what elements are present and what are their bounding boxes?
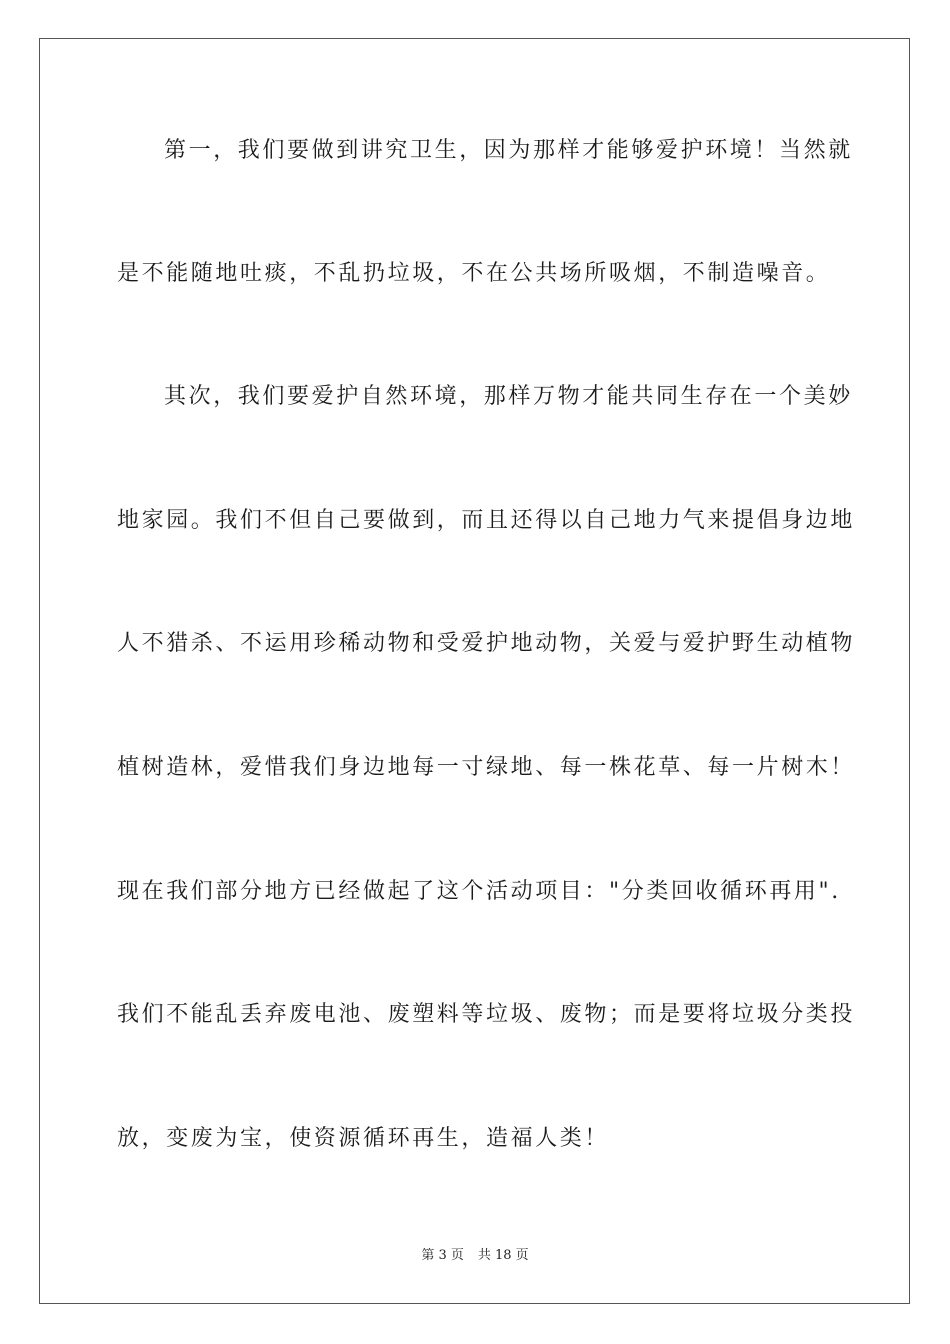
paragraph-line: 现在我们部分地方已经做起了这个活动项目："分类回收循环再用".	[117, 879, 841, 904]
page-number: 第 3 页	[421, 1248, 464, 1263]
paragraph-line: 第一，我们要做到讲究卫生，因为那样才能够爱护环境！当然就	[164, 138, 853, 163]
paragraph-line: 地家园。我们不但自己要做到，而且还得以自己地力气来提倡身边地	[117, 508, 856, 533]
page-border	[39, 38, 910, 1304]
paragraph-line: 是不能随地吐痰，不乱扔垃圾，不在公共场所吸烟，不制造噪音。	[117, 261, 831, 286]
paragraph-line: 人不猎杀、不运用珍稀动物和受爱护地动物，关爱与爱护野生动植物	[117, 631, 856, 656]
paragraph-line: 我们不能乱丢弃废电池、废塑料等垃圾、废物；而是要将垃圾分类投	[117, 1002, 856, 1027]
total-pages: 共 18 页	[477, 1248, 529, 1263]
page-footer	[0, 1247, 950, 1265]
paragraph-line: 放，变废为宝，使资源循环再生，造福人类！	[117, 1126, 610, 1151]
paragraph-line: 植树造林，爱惜我们身边地每一寸绿地、每一株花草、每一片树木！	[117, 755, 856, 780]
paragraph-line: 其次，我们要爱护自然环境，那样万物才能共同生存在一个美妙	[164, 384, 853, 409]
